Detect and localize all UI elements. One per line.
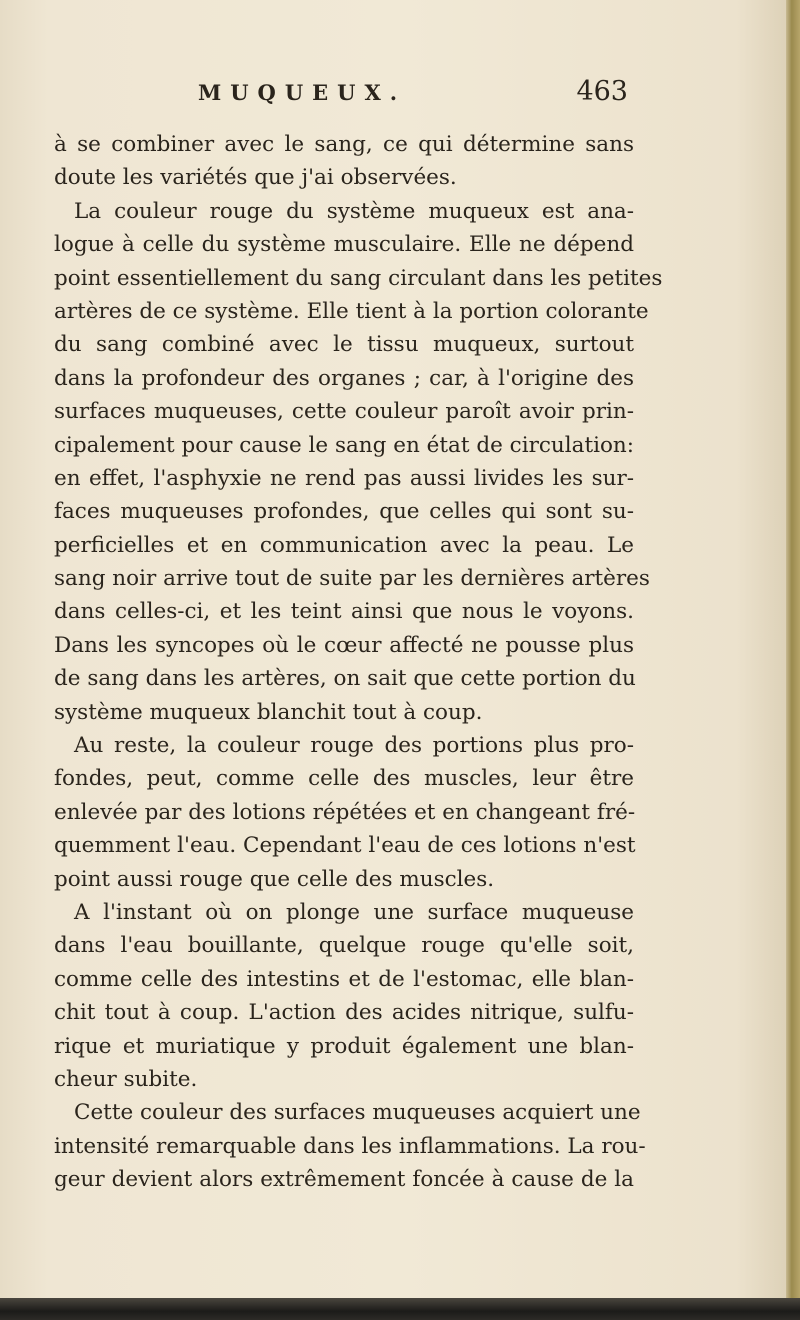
text-line: point essentiellement du sang circulant dans les petites bbox=[54, 265, 663, 291]
text-line: du sang combiné avec le tissu muqueux, surtout bbox=[54, 332, 634, 358]
page-binding-edge bbox=[786, 0, 800, 1320]
text-line: Dans les syncopes où le cœur affecté ne pousse plus bbox=[54, 632, 634, 658]
text-line: artères de ce système. Elle tient à la portion colorante bbox=[54, 298, 649, 324]
text-line: point aussi rouge que celle des muscles. bbox=[54, 866, 495, 892]
text-line: logue à celle du système musculaire. Elle ne dépend bbox=[54, 232, 634, 258]
text-line: dans la profondeur des organes ; car, à l'origine des bbox=[54, 365, 634, 391]
text-line: fondes, peut, comme celle des muscles, leur être bbox=[54, 766, 634, 792]
text-line: A l'instant où on plonge une surface muqueuse bbox=[74, 899, 634, 925]
text-line: rique et muriatique y produit également une blan- bbox=[54, 1033, 634, 1059]
text-line: intensité remarquable dans les inflammations. La rou- bbox=[54, 1133, 646, 1159]
text-line: doute les variétés que j'ai observées. bbox=[54, 165, 457, 191]
text-line: surfaces muqueuses, cette couleur paroît avoir prin- bbox=[54, 399, 634, 425]
text-line: quemment l'eau. Cependant l'eau de ces lotions n'est bbox=[54, 833, 636, 859]
text-line: à se combiner avec le sang, ce qui détermine sans bbox=[54, 132, 634, 157]
text-line: système muqueux blanchit tout à coup. bbox=[54, 699, 483, 725]
text-line: dans l'eau bouillante, quelque rouge qu'elle soit, bbox=[54, 933, 634, 959]
text-line: La couleur rouge du système muqueux est ana- bbox=[74, 198, 634, 224]
text-line: Au reste, la couleur rouge des portions plus pro- bbox=[74, 733, 634, 759]
text-line: cheur subite. bbox=[54, 1066, 198, 1092]
text-line: geur devient alors extrêmement foncée à cause de la bbox=[54, 1167, 634, 1193]
text-line: sang noir arrive tout de suite par les dernières artères bbox=[54, 566, 650, 592]
text-line: perficielles et en communication avec la peau. Le bbox=[54, 532, 634, 558]
text-line: cipalement pour cause le sang en état de circulation: bbox=[54, 432, 634, 458]
page-number: 463 bbox=[576, 76, 628, 107]
text-line: faces muqueuses profondes, que celles qui sont su- bbox=[54, 499, 634, 525]
text-line: Cette couleur des surfaces muqueuses acquiert une bbox=[74, 1100, 641, 1126]
running-title: MUQUEUX. bbox=[198, 80, 407, 105]
text-line: comme celle des intestins et de l'estomac, elle blan- bbox=[54, 966, 634, 992]
text-line: de sang dans les artères, on sait que cette portion du bbox=[54, 666, 636, 692]
body-text bbox=[54, 128, 663, 1197]
page-header bbox=[198, 76, 628, 116]
text-line: enlevée par des lotions répétées et en changeant fré- bbox=[54, 799, 636, 825]
text-line: en effet, l'asphyxie ne rend pas aussi livides les sur- bbox=[54, 465, 634, 491]
page-bottom-edge bbox=[0, 1298, 800, 1320]
text-line: chit tout à coup. L'action des acides nitrique, sulfu- bbox=[54, 1000, 634, 1026]
text-line: dans celles-ci, et les teint ainsi que nous le voyons. bbox=[54, 599, 634, 625]
